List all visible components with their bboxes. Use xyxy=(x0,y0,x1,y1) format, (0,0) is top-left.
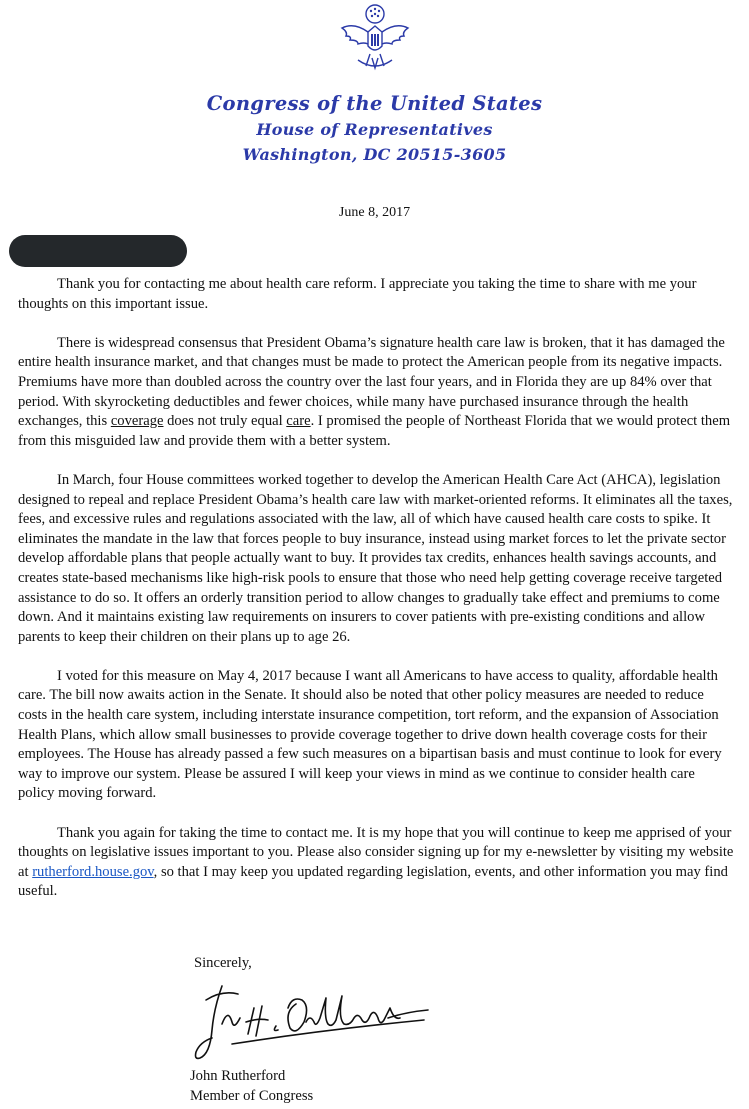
signer-title: Member of Congress xyxy=(190,1088,314,1104)
letter-date: June 8, 2017 xyxy=(338,205,411,220)
letterhead-address: Washington, DC 20515-3605 xyxy=(242,145,507,164)
paragraph-4 xyxy=(18,667,734,804)
paragraph-1 xyxy=(18,275,734,314)
paragraph-5-text-b: , so that I may keep you updated regarding legislation, events, and other information you may find useful. xyxy=(18,863,728,900)
paragraph-2-text-b: does not truly equal xyxy=(163,413,287,430)
paragraph-5 xyxy=(18,824,734,902)
letterhead-congress: Congress of the United States xyxy=(206,92,543,115)
paragraph-2-text-c: . I promised the people of Northeast Florida that we would protect them from this misguided law and provide them with a better system. xyxy=(18,413,731,449)
signer-block xyxy=(190,1066,313,1106)
letter-body xyxy=(18,275,734,922)
handwritten-signature xyxy=(192,978,437,1064)
underlined-care: care xyxy=(286,413,311,430)
paragraph-1-text: Thank you for contacting me about health care reform. I appreciate you taking the time to share with me your thoughts on this important issue. xyxy=(18,276,697,312)
underlined-coverage: coverage xyxy=(110,413,164,430)
signer-name: John Rutherford xyxy=(190,1068,286,1084)
paragraph-2 xyxy=(18,334,734,452)
congressional-seal-icon xyxy=(336,2,414,74)
paragraph-3-text: In March, four House committees worked together to develop the American Health Care Act (AHCA), legislation designed to repeal and replace President Obama’s health care law with market-oriented reforms. It eliminates all the taxes, fees, and excessive rules and regulations associated with the law, all of which have caused health care costs to spike. It eliminates the mandate in the law that forces people to buy insurance, instead using market forces to let the private sector develop affordable plans that people actually want to buy. It provides tax credits, enhances health savings accounts, and creates state-based mechanisms like high-risk pools to ensure that those who need help getting coverage receive targeted assistance to do so. It offers an orderly transition period to allow changes to gradually take effect and premiums to come down. And it maintains existing law requirements on insurers to cover patients with pre-existing conditions and allow parents to keep their children on their plans up to age 26. xyxy=(18,471,733,645)
letterhead-house: House of Representatives xyxy=(256,120,493,139)
paragraph-5-text-a: Thank you again for taking the time to contact me. It is my hope that you will continue to keep me apprised of your thoughts on legislative issues important to you. Please also consider signing up for my e-newsletter by visiting my website at xyxy=(18,824,734,880)
paragraph-4-text: I voted for this measure on May 4, 2017 because I want all Americans to have access to quality, affordable health care. The bill now awaits action in the Senate. It should also be noted that other policy measures are needed to reduce costs in the health care system, including interstate insurance competition, tort reform, and the expansion of Association Health Plans, which allow small businesses to provide coverage together to drive down health coverage costs for their employees. The House has already passed a few such measures on a bipartisan basis and must continue to look for every way to improve our system. Please be assured I will keep your views in mind as we continue to consider health care policy moving forward. xyxy=(18,667,722,802)
redacted-recipient xyxy=(9,235,187,267)
paragraph-2-text-a: There is widespread consensus that President Obama’s signature health care law is broken, that it has damaged the entire health insurance market, and that changes must be made to protect the American people from its negative impacts. Premiums have more than doubled across the country over the last four years, and in Florida they are up 84% over that period. With skyrocketing deductibles and fewer choices, while many have purchased insurance through the health exchanges, this xyxy=(18,334,725,430)
website-link[interactable]: rutherford.house.gov xyxy=(32,863,154,880)
closing-salutation: Sincerely, xyxy=(194,955,252,971)
paragraph-3 xyxy=(18,471,734,647)
